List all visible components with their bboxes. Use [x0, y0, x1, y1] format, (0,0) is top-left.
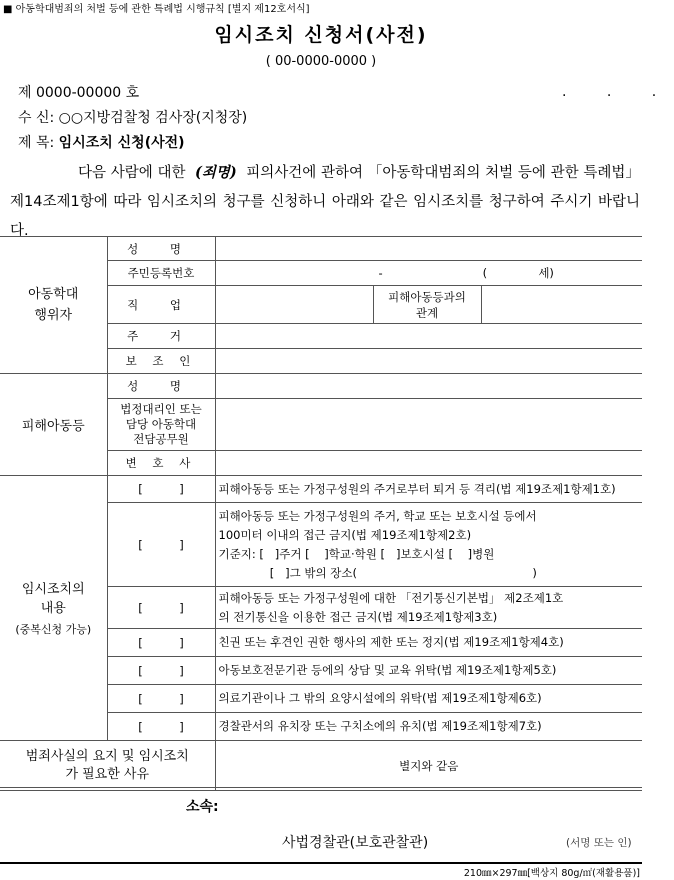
reason-label: 범죄사실의 요지 및 임시조치 가 필요한 사유: [0, 741, 215, 791]
measure-item-7: 경찰관서의 유치장 또는 구치소에의 유치(법 제19조제1항제7호): [215, 713, 642, 741]
measure-checkbox-1[interactable]: [ ]: [107, 476, 215, 503]
offender-job-label: 직 업: [107, 286, 215, 324]
measure-checkbox-2[interactable]: [ ]: [107, 503, 215, 587]
request-body: [10, 158, 640, 246]
offender-section-label: 아동학대 행위자: [0, 237, 107, 374]
subject-prefix: 제 목:: [18, 135, 59, 151]
measure-checkbox-7[interactable]: [ ]: [107, 713, 215, 741]
body-part1: 다음 사람에 대한: [78, 165, 186, 181]
measure-checkbox-5[interactable]: [ ]: [107, 657, 215, 685]
assistant-label: 보 조 인: [107, 349, 215, 374]
victim-section-label: 피해아동등: [0, 374, 107, 476]
officer-title: 사법경찰관(보호관찰관): [282, 835, 429, 851]
measure-item-5: 아동보호전문기관 등에의 상담 및 교육 위탁(법 제19조제1항제5호): [215, 657, 642, 685]
number-line: 제 0000-00000 호: [18, 85, 140, 101]
offender-job-field[interactable]: [215, 286, 373, 324]
measure-checkbox-4[interactable]: [ ]: [107, 629, 215, 657]
paper-spec-footer: 210㎜×297㎜[백상지 80g/㎡(재활용품)]: [463, 868, 640, 879]
relation-field[interactable]: [481, 286, 642, 324]
rrn-dash: -: [378, 266, 383, 280]
affiliation-label: 소속:: [186, 799, 219, 815]
recipient-line: 수 신: ○○지방검찰청 검사장(지청장): [18, 110, 248, 126]
legal-rep-label: 법정대리인 또는 담당 아동학대 전담공무원: [107, 399, 215, 451]
measures-title: 임시조치의 내용: [21, 581, 85, 616]
subject-line: [18, 132, 185, 152]
reason-value: 별지와 같음: [215, 741, 642, 791]
measure-item-6: 의료기관이나 그 밖의 요양시설에의 위탁(법 제19조제1항제6호): [215, 685, 642, 713]
offender-rrn-field[interactable]: [215, 261, 642, 286]
offender-name-field[interactable]: [215, 237, 642, 261]
measure-item-3: 피해아동등 또는 가정구성원에 대한 「전기통신기본법」 제2조제1호 의 전기통신을 이용한 접근 금지(법 제19조제1항제3호): [215, 587, 642, 629]
signature-note: (서명 또는 인): [566, 837, 632, 849]
form-reference: ■ 아동학대범죄의 처벌 등에 관한 특례법 시행규칙 [별지 제12호서식]: [3, 4, 310, 15]
measures-note: (중복신청 가능): [15, 622, 92, 636]
lawyer-field[interactable]: [215, 451, 642, 476]
offender-address-label: 주 거: [107, 324, 215, 349]
date-field: . . .: [562, 84, 674, 100]
measure-item-4: 친권 또는 후견인 권한 행사의 제한 또는 정지(법 제19조제1항제4호): [215, 629, 642, 657]
offender-rrn-label: 주민등록번호: [107, 261, 215, 286]
measure-item-2: 피해아동등 또는 가정구성원의 주거, 학교 또는 보호시설 등에서 100미터 이내의 접근 금지(법 제19조제1항제2호) 기준지: [ ]주거 [ ]학교·학원 [ ]보호시설 [ ]병원 [ ]그 밖의 장소( ): [215, 503, 642, 587]
offender-address-field[interactable]: [215, 324, 642, 349]
victim-name-field[interactable]: [215, 374, 642, 399]
assistant-field[interactable]: [215, 349, 642, 374]
relation-label: 피해아동등과의 관계: [373, 286, 481, 324]
subject-text: 임시조치 신청(사전): [58, 135, 185, 151]
document-number: ( 00-0000-0000 ): [265, 54, 377, 69]
application-table: [0, 236, 642, 791]
page-title: 임시조치 신청서(사전): [214, 24, 428, 46]
victim-name-label: 성 명: [107, 374, 215, 399]
measure-checkbox-6[interactable]: [ ]: [107, 685, 215, 713]
offender-name-label: 성 명: [107, 237, 215, 261]
signature-divider: [0, 787, 642, 788]
crime-name: (죄명): [194, 164, 237, 181]
bottom-rule: [0, 862, 642, 864]
body-part2: 피의사건에 관하여 「아동학대범죄의 처벌 등에 관한 특례법」 제14조제1항에 따라 임시조치의 청구를 신청하니 아래와 같은 임시조치를 청구하여 주시기 바랍니다.: [10, 165, 640, 239]
measure-checkbox-3[interactable]: [ ]: [107, 587, 215, 629]
age-field: ( 세): [482, 266, 554, 280]
lawyer-label: 변 호 사: [107, 451, 215, 476]
measures-section-label: [0, 476, 107, 741]
legal-rep-field[interactable]: [215, 399, 642, 451]
measure-item-1: 피해아동등 또는 가정구성원의 주거로부터 퇴거 등 격리(법 제19조제1항제1호): [215, 476, 642, 503]
